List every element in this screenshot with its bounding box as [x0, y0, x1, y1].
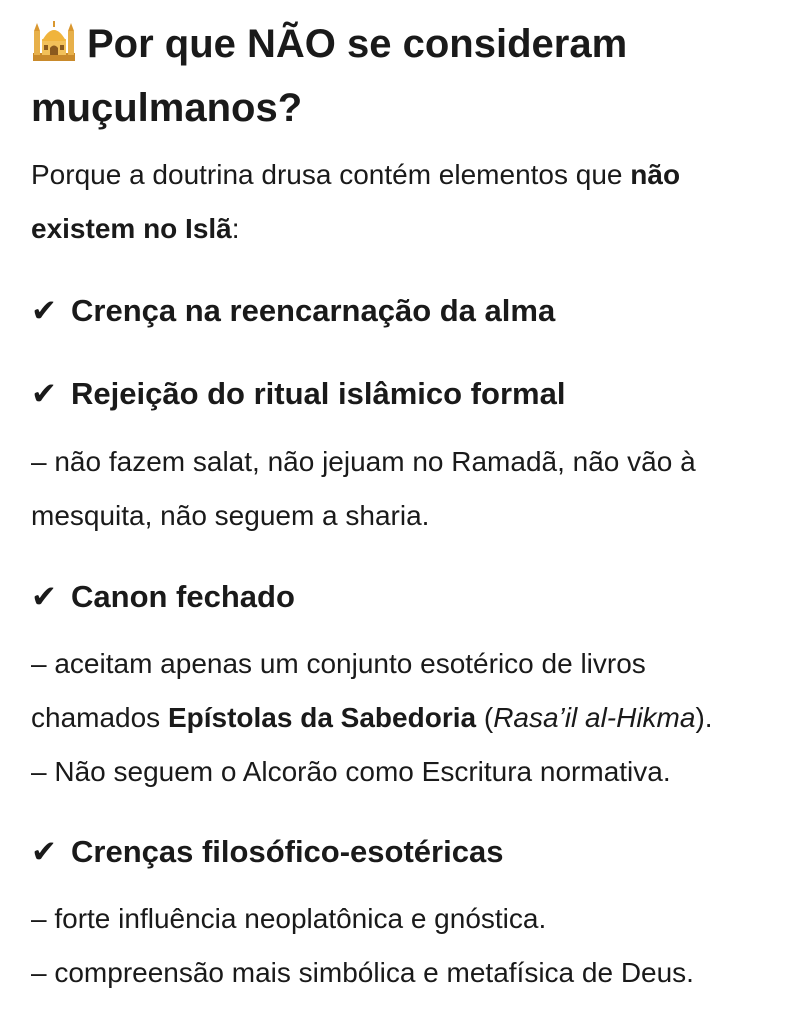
page-title [31, 12, 751, 140]
check-icon: ✔ [31, 834, 57, 869]
canon-quran-note: – Não seguem o Alcorão como Escritura normativa. [31, 756, 671, 787]
heading-text: Crença na reencarnação da alma [71, 293, 556, 328]
section-heading-reincarnation [31, 291, 555, 331]
intro-paragraph [31, 148, 771, 256]
heading-text: Rejeição do ritual islâmico formal [71, 376, 566, 411]
esoteric-line: – forte influência neoplatônica e gnóstica. [31, 903, 547, 934]
canon-book-arabic: Rasa’il al-Hikma [493, 702, 696, 733]
intro-end: : [231, 213, 240, 244]
section-heading-canon [31, 577, 295, 617]
intro-bold: não existem no Islã [31, 159, 681, 244]
paren-close: ). [695, 702, 713, 733]
paren-open: ( [476, 702, 494, 733]
ritual-detail: – não fazem salat, não jejuam no Ramadã, não vão à mesquita, não seguem a sharia. [31, 446, 696, 531]
check-icon: ✔ [31, 376, 57, 411]
esoteric-line: – compreensão mais simbólica e metafísica de Deus. [31, 957, 694, 988]
mosque-icon [31, 17, 77, 63]
canon-book-title: Epístolas da Sabedoria [167, 702, 477, 733]
heading-text: Crenças filosófico-esotéricas [71, 834, 504, 869]
section-heading-ritual [31, 374, 565, 414]
canon-detail [31, 637, 761, 799]
canon-text: – aceitam apenas um conjunto esotérico de livros chamados [31, 648, 646, 733]
esoteric-detail [31, 892, 781, 1000]
check-icon: ✔ [31, 579, 57, 614]
intro-text: Porque a doutrina drusa contém elementos que [31, 159, 631, 190]
section-heading-esoteric [31, 832, 503, 872]
title-text: Por que NÃO se consideram muçulmanos? [31, 22, 628, 130]
heading-text: Canon fechado [71, 579, 295, 614]
check-icon: ✔ [31, 293, 57, 328]
